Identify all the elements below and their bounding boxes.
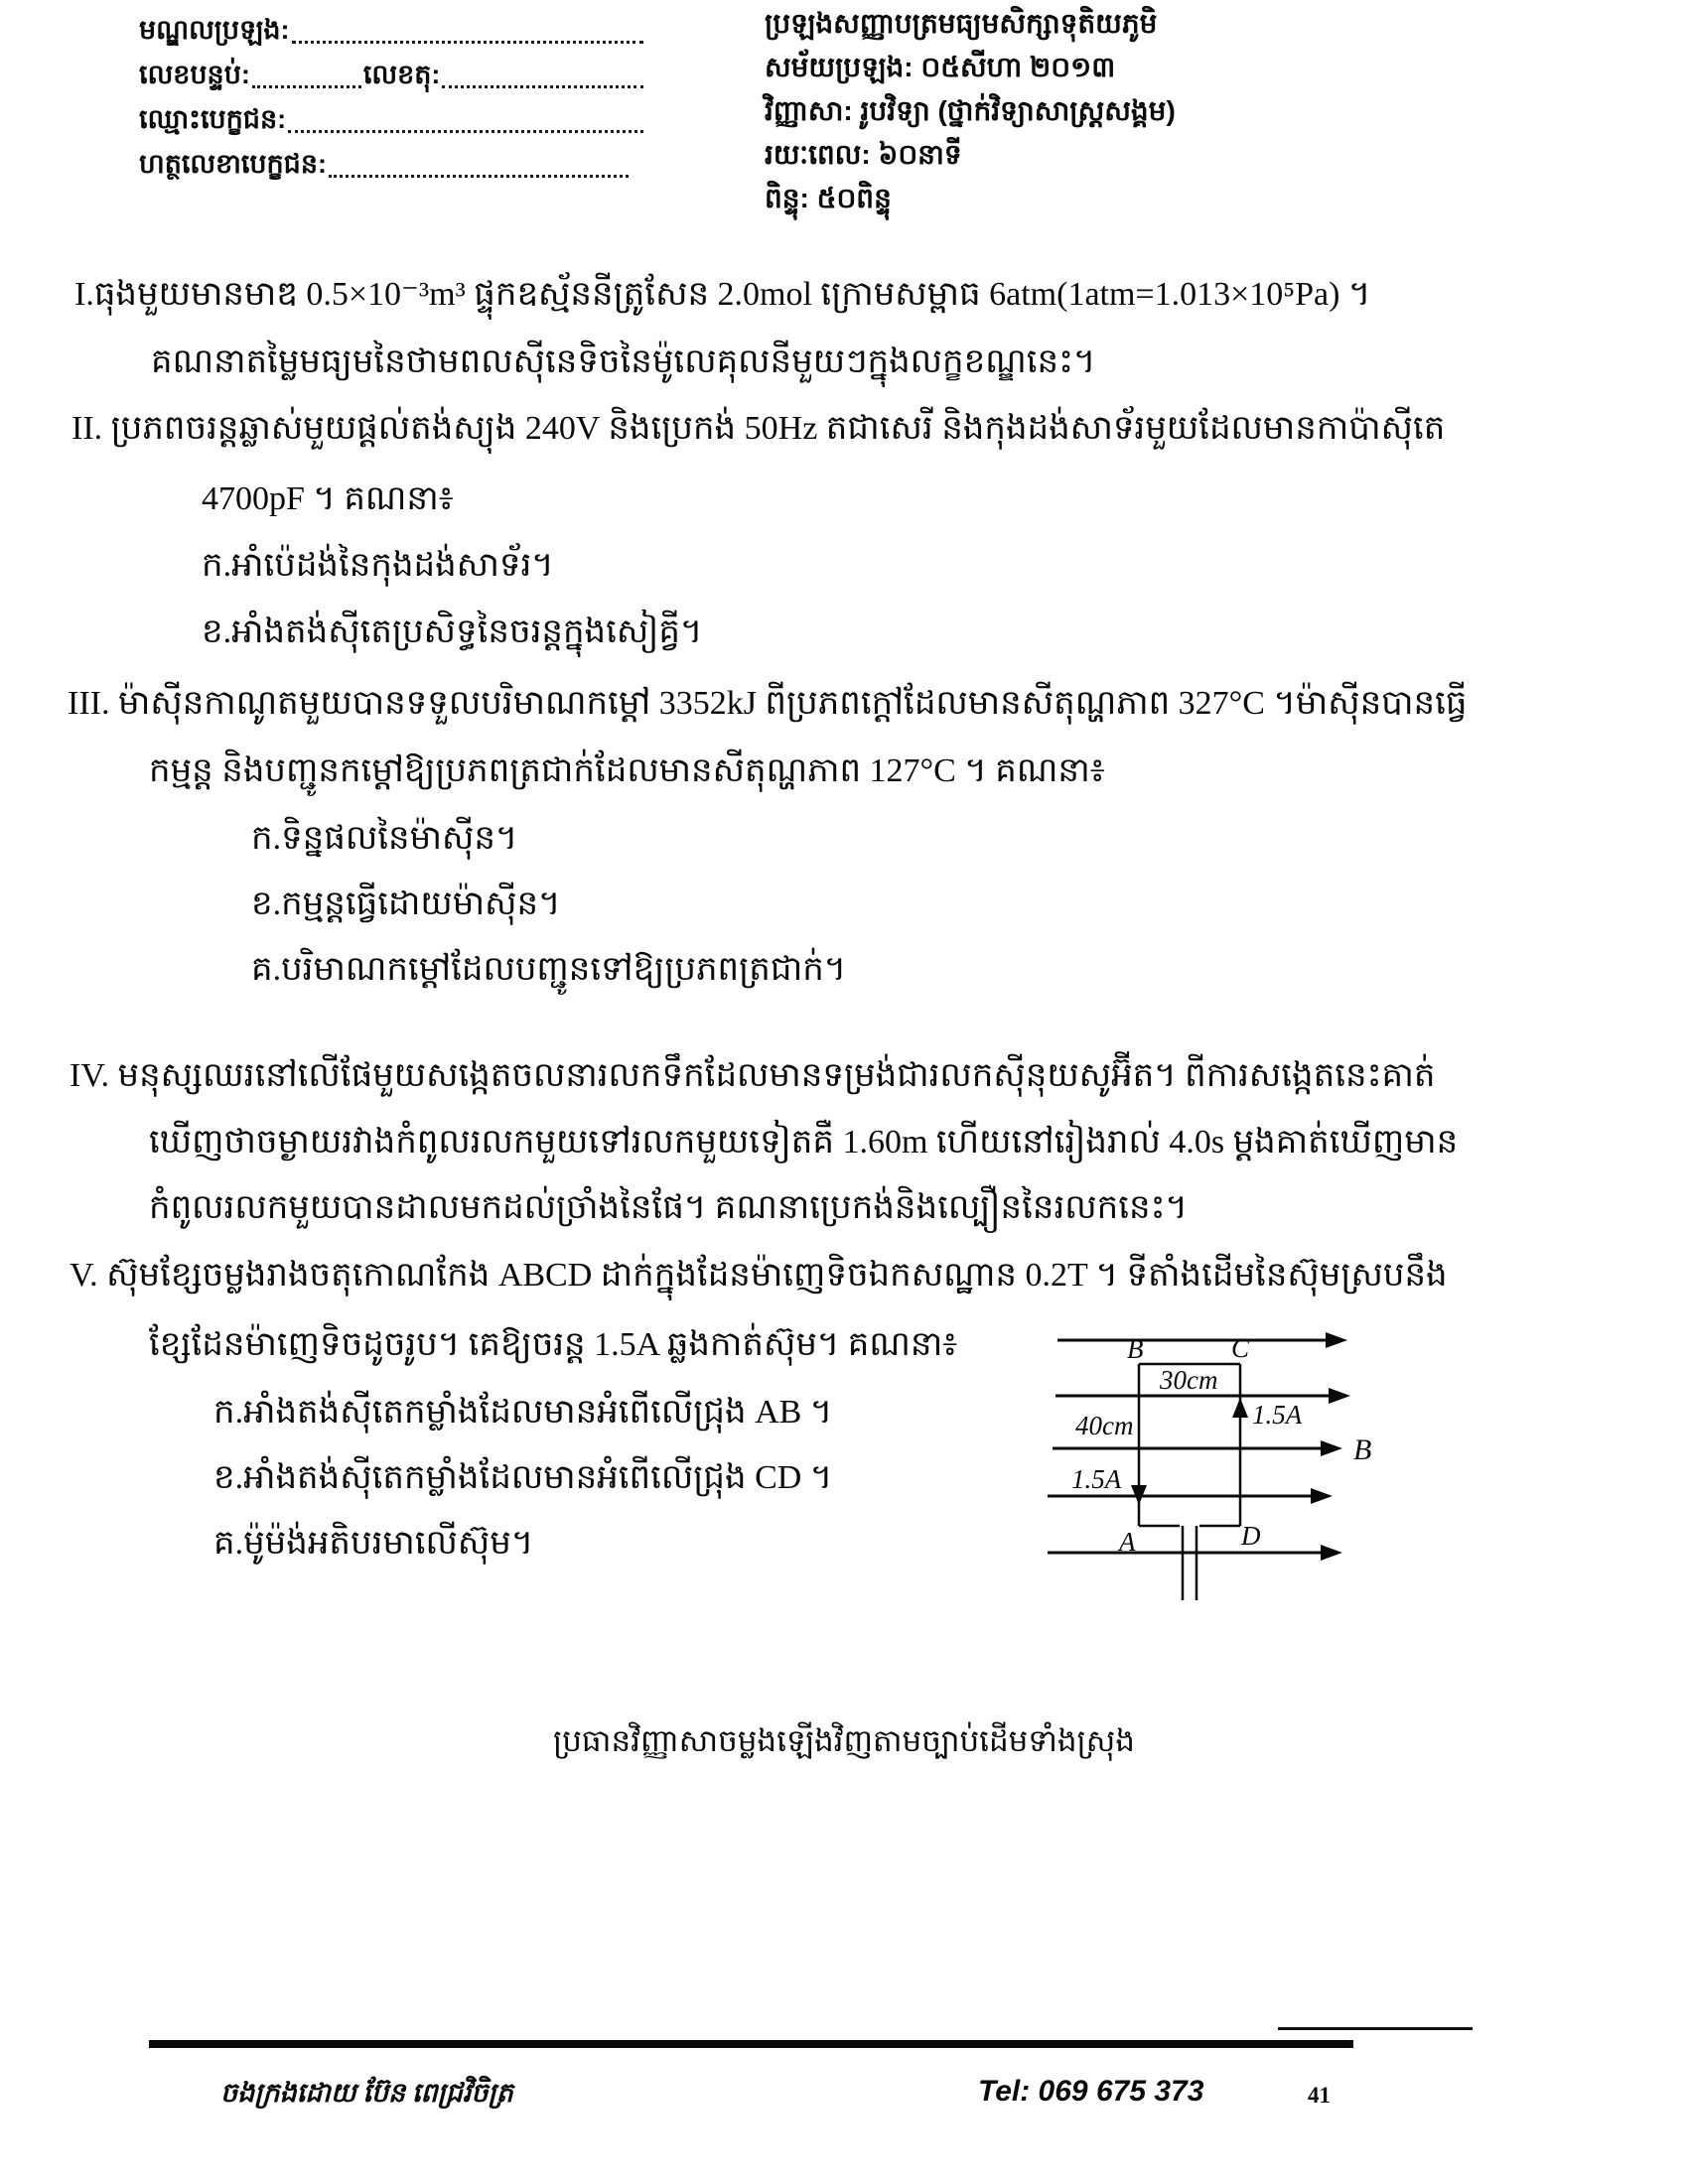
question-4-line: IV. មនុស្សឈរនៅលើផែមួយសង្កេតចលនារលកទឹកដែលមានទម្រង់ជារលកស៊ីនុយសូអ៊ីត។ ពីការសង្កេតនេះគាត់ xyxy=(70,1057,1436,1094)
question-2-line: 4700pF ។ គណនា៖ xyxy=(202,480,454,517)
closing-note: ប្រធានវិញ្ញាសាចម្លងឡើងវិញតាមច្បាប់ដើមទាំងស្រុង xyxy=(553,1723,1135,1758)
current-value-right: 1.5A xyxy=(1252,1400,1303,1430)
corner-label-a: A xyxy=(1119,1527,1136,1557)
question-5-line: V. ស៊ុមខ្សែចម្លងរាងចតុកោណកែង ABCD ដាក់ក្នុងដែនម៉ាញេទិចឯកសណ្ឋាន 0.2T ។ ទីតាំងដើមនៃស៊ុមស្របនឹង xyxy=(70,1257,1448,1294)
page-number: 41 xyxy=(1308,2083,1331,2108)
question-3-line: កម្មន្ត និងបញ្ជូនកម្ដៅឱ្យប្រភពត្រជាក់ដែលមានសីតុណ្ហភាព 127°C ។ គណនា៖ xyxy=(149,752,1105,789)
dotted-fill-line xyxy=(442,77,643,88)
magnetic-field-loop-diagram xyxy=(1028,1312,1455,1610)
question-2-sub-b: ខ.អាំងតង់ស៊ីតេប្រសិទ្ធនៃចរន្តក្នុងសៀគ្វី។ xyxy=(202,614,703,650)
question-5-sub-c: គ.ម៉ូម៉ង់អតិបរមាលើស៊ុម។ xyxy=(213,1525,534,1562)
height-dimension-label: 40cm xyxy=(1075,1411,1134,1440)
question-1-line: I.ធុងមួយមានមាឌ 0.5×10⁻³m³ ផ្ទុកឧស្ម័ននីត្រូសែន 2.0mol ក្រោមសម្ពាធ 6atm(1atm=1.013×10⁵Pa) ។ xyxy=(74,276,1371,313)
field-candidate-name xyxy=(139,95,645,139)
current-value-left: 1.5A xyxy=(1071,1464,1122,1494)
question-4-line: ឃើញថាចម្ងាយរវាងកំពូលរលកមួយទៅរលកមួយទៀតគឺ 1.60m ហើយនៅរៀងរាល់ 4.0s ម្ដងគាត់ឃើញមាន xyxy=(149,1124,1459,1160)
room-number-label: លេខបន្ទប់: xyxy=(139,60,250,89)
current-arrowheads xyxy=(1131,1398,1248,1505)
dotted-fill-line xyxy=(292,33,643,44)
question-3-sub-b: ខ.កម្មន្តធ្វើដោយម៉ាស៊ីន។ xyxy=(251,886,561,922)
question-3-sub-c: គ.បរិមាណកម្ដៅដែលបញ្ជូនទៅឱ្យប្រភពត្រជាក់។ xyxy=(251,951,847,988)
exam-center-label: មណ្ឌលប្រឡង: xyxy=(139,15,290,45)
telephone-number: Tel: 069 675 373 xyxy=(978,2075,1204,2108)
field-vector-label: B⃗ xyxy=(1353,1433,1395,1466)
question-2-line: II. ប្រភពចរន្តឆ្លាស់មួយផ្តល់តង់ស្យុង 240V និងប្រេកង់ 50Hz តជាសេរី និងកុងដង់សាទ័រមួយដែលមានកាប៉ាស៊ីតេ xyxy=(71,410,1446,447)
field-arrowheads xyxy=(1311,1332,1350,1561)
exam-title: ប្រឡងសញ្ញាបត្រមធ្យមសិក្សាទុតិយភូមិ xyxy=(765,8,1158,39)
compiler-credit: ចងក្រងដោយ ប៊ែន ពេជ្រវិចិត្រ xyxy=(220,2078,513,2108)
exam-info-block xyxy=(765,2,1658,220)
wire-loop xyxy=(1139,1364,1240,1600)
dotted-fill-line xyxy=(288,122,643,133)
footer-thick-rule xyxy=(149,2040,1353,2048)
corner-label-c: C xyxy=(1231,1333,1250,1363)
field-exam-center xyxy=(139,6,645,50)
exam-score: ពិន្ទុ: ៥០ពិន្ទុ xyxy=(765,183,892,213)
question-2-sub-a: ក.អាំប៉េដង់នៃកុងដង់សាទ័រ។ xyxy=(202,547,554,584)
width-dimension-label: 30cm xyxy=(1160,1365,1218,1395)
question-5-sub-a: ក.អាំងតង់ស៊ីតេកម្លាំងដែលមានអំពើលើជ្រុង AB ។ xyxy=(213,1394,833,1431)
desk-number-label: លេខតុ: xyxy=(362,60,441,89)
question-3-sub-a: ក.ទិន្នផលនៃម៉ាស៊ីន។ xyxy=(251,820,518,857)
dotted-fill-line xyxy=(329,167,629,178)
question-4-line: កំពូលរលកមួយបានដាលមកដល់ច្រាំងនៃផែ។ គណនាប្រេកង់និងល្បឿននៃរលកនេះ។ xyxy=(149,1189,1188,1226)
field-candidate-signature xyxy=(139,140,631,184)
candidate-name-label: ឈ្មោះបេក្ខជន: xyxy=(139,104,287,134)
question-5-line: ខ្សែដែនម៉ាញេទិចដូចរូប។ គេឱ្យចរន្ត 1.5A ឆ្លងកាត់ស៊ុម។ គណនា៖ xyxy=(149,1326,958,1363)
exam-subject: វិញ្ញាសា: រូបវិទ្យា (ថ្នាក់វិទ្យាសាស្ត្រសង្គម) xyxy=(765,95,1176,126)
exam-duration: រយៈពេល: ៦០នាទី xyxy=(765,139,962,170)
footer-thin-rule xyxy=(1278,2027,1473,2030)
question-5-sub-b: ខ.អាំងតង់ស៊ីតេកម្លាំងដែលមានអំពើលើជ្រុង CD ។ xyxy=(213,1459,833,1496)
dotted-fill-line xyxy=(252,77,361,88)
candidate-signature-label: ហត្ថលេខាបេក្ខជន: xyxy=(139,149,327,179)
exam-session: សម័យប្រឡង: ០៥សីហា ២០១៣ xyxy=(765,52,1116,82)
corner-label-b: B xyxy=(1127,1334,1144,1364)
question-1-line: គណនាតម្លៃមធ្យមនៃថាមពលស៊ីនេទិចនៃម៉ូលេគុលនីមួយៗក្នុងលក្ខខណ្ឌនេះ។ xyxy=(151,343,1096,380)
corner-label-d: D xyxy=(1241,1521,1261,1551)
field-room-and-desk xyxy=(139,51,645,94)
question-3-line: III. ម៉ាស៊ីនកាណូតមួយបានទទួលបរិមាណកម្ដៅ 3352kJ ពីប្រភពក្ដៅដែលមានសីតុណ្ហភាព 327°C ។ម៉ាស៊ីនបានធ្វើ xyxy=(68,685,1468,722)
